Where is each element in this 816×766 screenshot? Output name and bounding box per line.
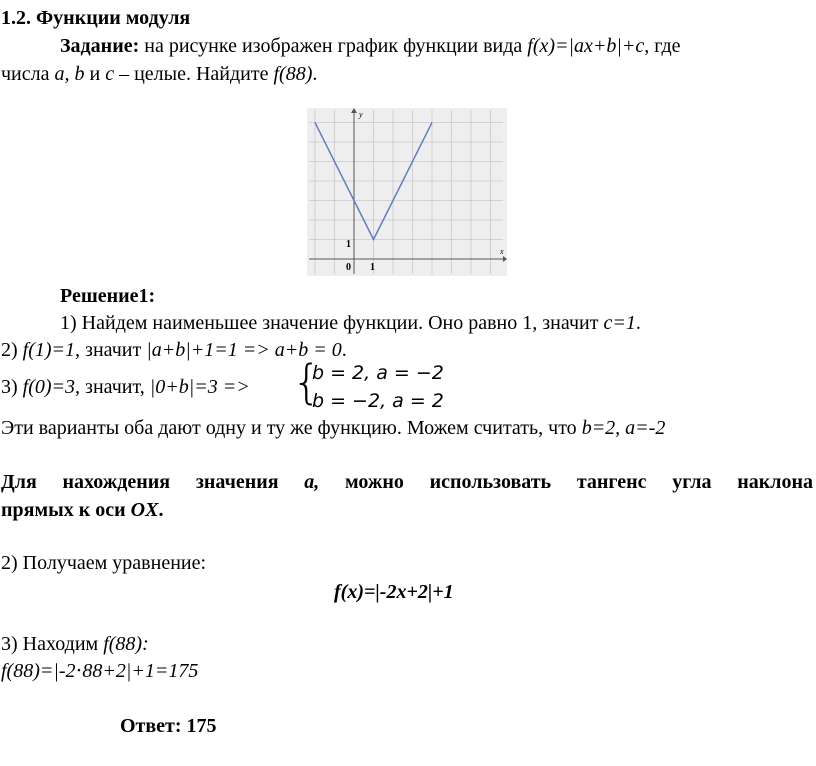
x-axis-label: x <box>500 247 504 256</box>
step-3-eq: |0+b|=3 => <box>149 376 250 398</box>
y-axis-label: y <box>359 110 363 119</box>
system-brace: { <box>292 355 322 409</box>
page-title: 1.2. Функции модуля <box>1 7 191 29</box>
note-line1-b: можно использовать тангенс угла наклона <box>319 471 813 493</box>
step-1-num: 1) <box>60 312 77 334</box>
step-2-text: значит <box>80 339 147 361</box>
step-5-expr: f(88): <box>103 633 149 655</box>
conclusion <box>1 414 665 442</box>
note-var: a, <box>304 471 320 493</box>
step-1 <box>60 309 641 337</box>
step-5 <box>1 630 149 658</box>
note-line2-end: . <box>158 499 164 521</box>
note-axis: OX <box>130 499 159 521</box>
solution-title: Решение1: <box>60 285 156 307</box>
task-line2-b: и <box>84 63 106 85</box>
step-2-eq: |a+b|+1=1 => a+b = 0 <box>146 339 342 361</box>
step-3-text: значит, <box>80 376 150 398</box>
note-line2-a: прямых к оси <box>1 499 131 521</box>
step-3-expr: f(0)=3, <box>22 376 81 398</box>
step-2-num: 2) <box>1 339 23 361</box>
task-text-1: на рисунке изображен график функции вида <box>139 35 528 57</box>
step-5-label: 3) Находим <box>1 633 104 655</box>
answer: Ответ: 175 <box>120 715 217 737</box>
x-tick-label: 1 <box>370 262 375 273</box>
task-end: . <box>312 63 318 85</box>
task-line-2 <box>1 60 317 88</box>
system-line-2: b = −2, a = 2 <box>312 390 444 412</box>
conclusion-values: b=2, a=-2 <box>581 417 666 439</box>
task-find: f(88) <box>273 63 313 85</box>
function-graph <box>307 108 507 276</box>
system-line-1: b = 2, a = −2 <box>312 362 444 384</box>
task-vars-ab: a, b <box>54 63 85 85</box>
final-equation: f(x)=|-2x+2|+1 <box>334 581 454 603</box>
step-1-result: c=1 <box>603 312 636 334</box>
step-1-text: Найдем наименьшее значение функции. Оно равно 1, значит <box>76 312 604 334</box>
task-line-1 <box>60 32 681 60</box>
step-2-end: . <box>341 339 347 361</box>
conclusion-text: Эти варианты оба дают одну и ту же функцию. Можем считать, что <box>1 417 582 439</box>
origin-label: 0 <box>346 262 351 273</box>
note-line-2 <box>1 496 163 524</box>
task-var-c: c <box>105 63 115 85</box>
task-line2-c: – целые. Найдите <box>114 63 274 85</box>
calculation: f(88)=|-2⋅88+2|+1=175 <box>1 660 199 682</box>
task-line2-a: числа <box>1 63 55 85</box>
step-3-num: 3) <box>1 376 23 398</box>
graph-background <box>307 108 507 276</box>
step-1-end: . <box>635 312 641 334</box>
step-4-label: 2) Получаем уравнение: <box>1 552 207 574</box>
step-3 <box>1 373 250 401</box>
task-formula: f(x)=|ax+b|+c <box>527 35 645 57</box>
task-label: Задание: <box>60 35 140 57</box>
y-tick-label: 1 <box>346 239 351 250</box>
task-text-2: , где <box>644 35 681 57</box>
step-2-expr: f(1)=1, <box>22 339 81 361</box>
note-line1-a: Для нахождения значения <box>1 471 305 493</box>
note-line-1 <box>1 468 813 496</box>
